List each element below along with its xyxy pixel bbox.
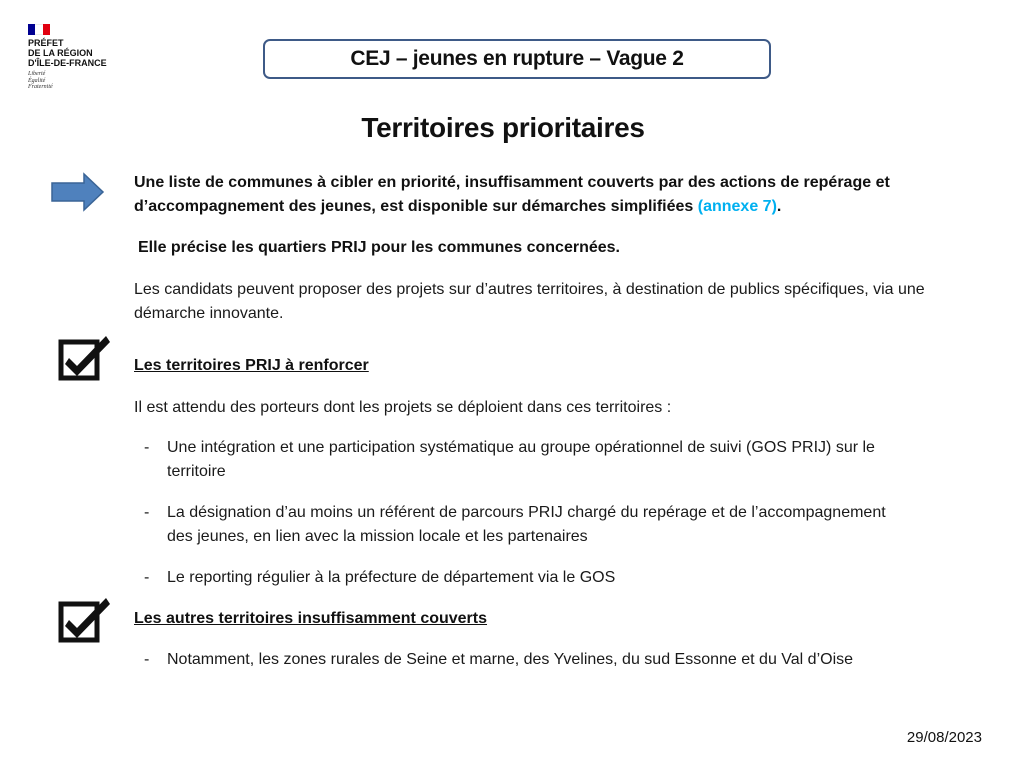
logo-motto-3: Fraternité (28, 84, 53, 90)
intro-text: Une liste de communes à cibler en priorité, insuffisamment couverts par des actions de repérage et d’accompagnement des jeunes, est disponible sur démarches simplifiées (134, 174, 890, 215)
list-bullet: - (144, 569, 150, 586)
header-title: CEJ – jeunes en rupture – Vague 2 (350, 47, 684, 70)
right-arrow-icon (51, 172, 105, 212)
logo-motto-1: Liberté (28, 71, 46, 77)
list-bullet: - (144, 504, 150, 521)
intro-paragraph (134, 171, 944, 219)
logo-title (28, 38, 118, 68)
list-bullet: - (144, 439, 150, 456)
list-bullet: - (144, 651, 150, 668)
list-item (134, 501, 894, 549)
list-item-text: Une intégration et une participation systématique au groupe opérationnel de suivi (GOS PRIJ) sur le territoire (167, 439, 875, 480)
logo-line-2: DE LA RÉGION (28, 48, 93, 58)
checked-box-icon (58, 596, 112, 644)
logo-motto-2: Égalité (28, 77, 46, 84)
logo-motto (28, 71, 118, 91)
french-flag-icon (28, 24, 50, 35)
list-item-text: Notamment, les zones rurales de Seine et marne, des Yvelines, du sud Essonne et du Val d’Oise (167, 651, 854, 668)
list-item-text: Le reporting régulier à la préfecture de département via le GOS (167, 569, 616, 586)
list-item-text: La désignation d’au moins un référent de parcours PRIJ chargé du repérage et de l’accompagnement des jeunes, en lien avec la mission locale et les partenaires (167, 504, 886, 545)
list-item (134, 648, 894, 672)
logo-line-3: D'ÎLE-DE-FRANCE (28, 58, 107, 68)
quartiers-paragraph: Elle précise les quartiers PRIJ pour les communes concernées. (138, 239, 620, 256)
list-item (134, 566, 894, 590)
candidats-paragraph: Les candidats peuvent proposer des projets sur d’autres territoires, à destination de publics spécifiques, via une démarche innovante. (134, 281, 925, 322)
intro-end: . (776, 198, 782, 215)
list-item (134, 436, 894, 484)
section2-heading: Les autres territoires insuffisamment couverts (134, 610, 488, 627)
footer-date: 29/08/2023 (906, 729, 982, 746)
header-box (263, 39, 771, 79)
section1-heading: Les territoires PRIJ à renforcer (134, 357, 369, 374)
page-title: Territoires prioritaires (361, 112, 645, 143)
logo-line-1: PRÉFET (28, 38, 64, 48)
annexe-link[interactable]: (annexe 7) (697, 198, 777, 215)
section1-intro: Il est attendu des porteurs dont les projets se déploient dans ces territoires : (134, 399, 672, 416)
prefet-logo (22, 24, 118, 96)
checked-box-icon (58, 334, 112, 382)
